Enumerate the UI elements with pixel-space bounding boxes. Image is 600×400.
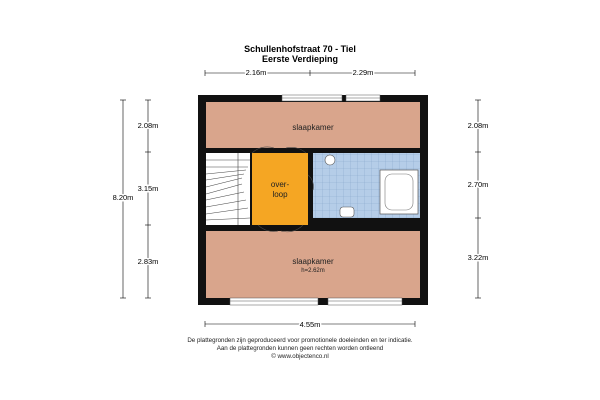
footer-disclaimer-2: Aan de plattegronden kunnen geen rechten worden ontleend <box>216 345 384 352</box>
bedroom-bottom-height: h=2.62m <box>301 268 325 274</box>
dim-right-1: 2.08m <box>467 121 489 130</box>
dim-bottom-width: 4.55m <box>299 320 321 329</box>
stairwell <box>206 153 250 225</box>
top-dimension <box>205 70 415 76</box>
dim-left-3: 2.83m <box>137 257 159 266</box>
dim-left-total: 8.20m <box>112 193 134 202</box>
landing-label-1: over- <box>270 180 290 189</box>
landing <box>252 153 308 225</box>
dim-left-1: 2.08m <box>137 121 159 130</box>
address-title: Schullenhofstraat 70 - Tiel <box>244 44 356 54</box>
dim-top-right: 2.29m <box>352 68 374 77</box>
bathtub-basin <box>385 174 413 210</box>
footer-website: © www.objectenco.nl <box>271 353 329 360</box>
bathroom-sink <box>325 155 335 165</box>
floor-title: Eerste Verdieping <box>261 54 339 64</box>
bedroom-bottom-label: slaapkamer <box>292 257 334 266</box>
dim-right-3: 3.22m <box>467 253 489 262</box>
dim-top-left: 2.16m <box>245 68 267 77</box>
toilet <box>340 207 354 217</box>
dim-right-2: 2.70m <box>467 180 489 189</box>
landing-label-2: loop <box>272 190 288 199</box>
footer-disclaimer-1: De plattegronden zijn geproduceerd voor promotionele doeleinden en ter indicatie. <box>187 337 413 344</box>
bedroom-top-label: slaapkamer <box>292 123 334 132</box>
dim-left-2: 3.15m <box>137 184 159 193</box>
